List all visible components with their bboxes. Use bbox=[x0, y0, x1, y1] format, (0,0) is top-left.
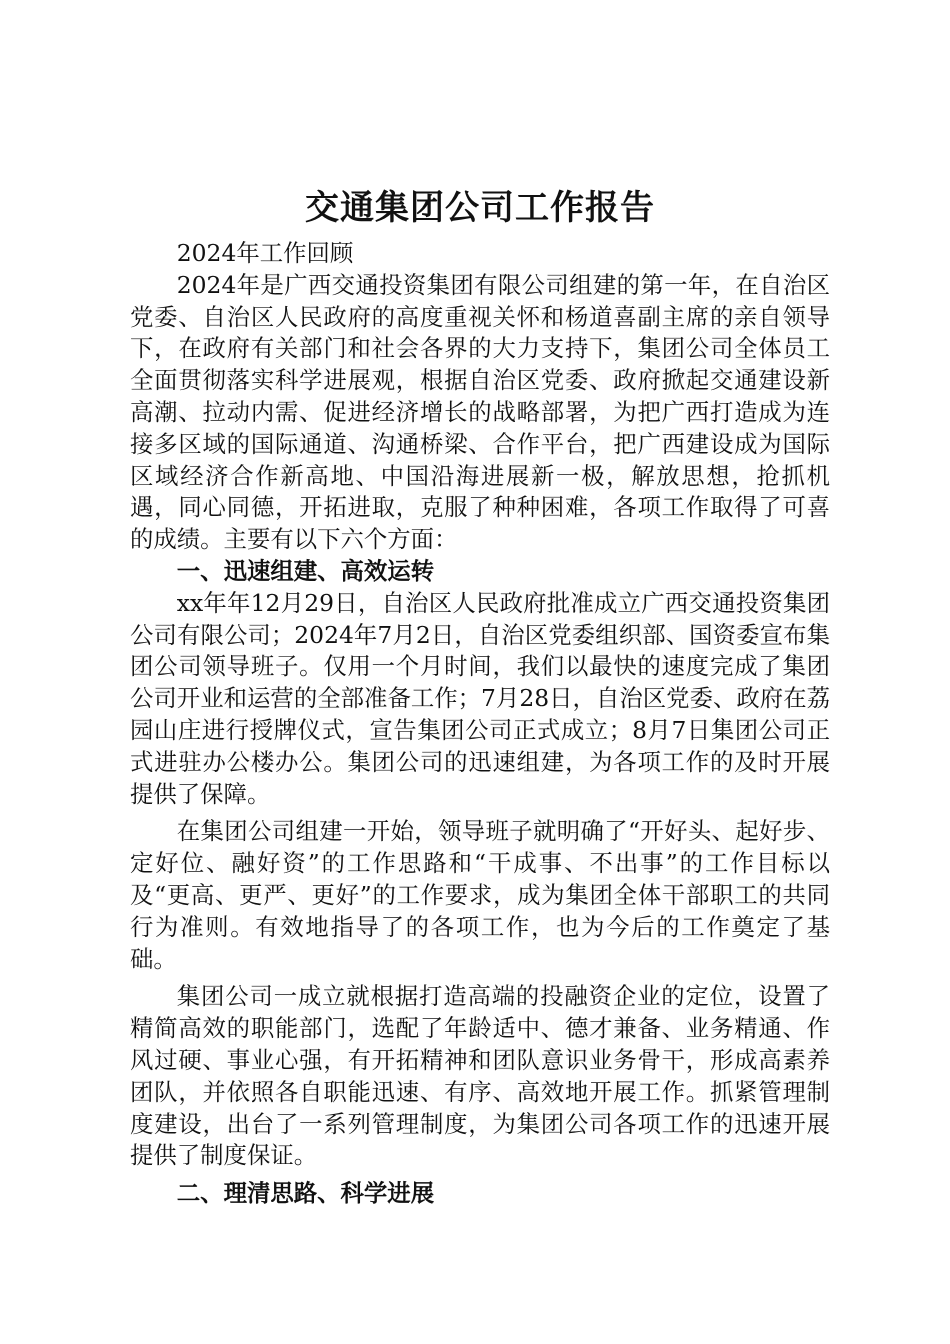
paragraph-intro: 2024年是广西交通投资集团有限公司组建的第一年，在自治区党委、自治区人民政府的高度重视关怀和杨道喜副主席的亲自领导下，在政府有关部门和社会各界的大力支持下，集团公司全体员工全面贯彻落实科学进展观，根据自治区党委、政府掀起交通建设新高潮、拉动内需、促进经济增长的战略部署，为把广西打造成为连接多区域的国际通道、沟通桥梁、合作平台，把广西建设成为国际区域经济合作新高地、中国沿海进展新一极，解放思想，抢抓机遇，同心同德，开拓进取，克服了种种困难，各项工作取得了可喜的成绩。主要有以下六个方面： bbox=[130, 270, 830, 554]
section-heading-1: 一、迅速组建、高效运转 bbox=[176, 556, 435, 585]
section-heading-2: 二、理清思路、科学进展 bbox=[176, 1179, 435, 1208]
page-title: 交通集团公司工作报告 bbox=[305, 188, 655, 228]
document-page bbox=[130, 180, 830, 1210]
paragraph-section1-a: xx年年12月29日，自治区人民政府批准成立广西交通投资集团公司有限公司；2024年7月2日，自治区党委组织部、国资委宣布集团公司领导班子。仅用一个月时间，我们以最快的速度完成了集团公司开业和运营的全部准备工作；7月28日，自治区党委、政府在荔园山庄进行授牌仪式，宣告集团公司正式成立；8月7日集团公司正式进驻办公楼办公。集团公司的迅速组建，为各项工作的及时开展提供了保障。 bbox=[130, 588, 830, 808]
paragraph-section1-b: 在集团公司组建一开始，领导班子就明确了“开好头、起好步、定好位、融好资”的工作思路和“干成事、不出事”的工作目标以及“更高、更严、更好”的工作要求，成为集团全体干部职工的共同行为准则。有效地指导了的各项工作，也为今后的工作奠定了基础。 bbox=[130, 817, 830, 973]
paragraph-section1-c: 集团公司一成立就根据打造高端的投融资企业的定位，设置了精简高效的职能部门，选配了年龄适中、德才兼备、业务精通、作风过硬、事业心强，有开拓精神和团队意识业务骨干，形成高素养团队，并依照各自职能迅速、有序、高效地开展工作。抓紧管理制度建设，出台了一系列管理制度，为集团公司各项工作的迅速开展提供了制度保证。 bbox=[130, 982, 830, 1170]
paragraph-review-heading: 2024年工作回顾 bbox=[176, 239, 354, 267]
